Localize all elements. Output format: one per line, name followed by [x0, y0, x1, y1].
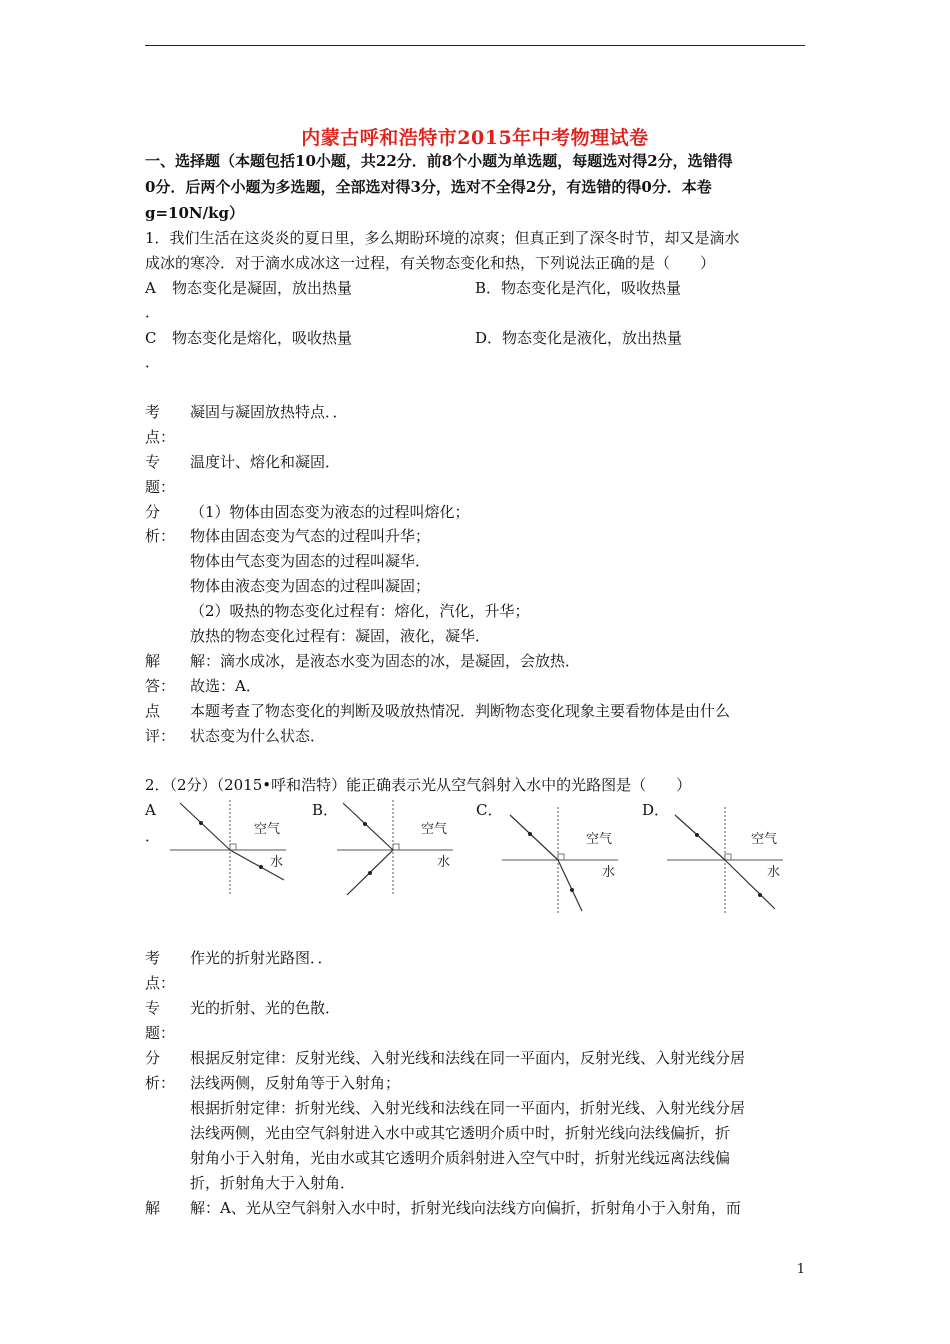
q2-fenxi-label-1: 分	[145, 1049, 161, 1067]
q1-jieda-line-2: 故选：A．	[190, 677, 261, 695]
section-instructions-line-3: g=10N/kg）	[145, 204, 245, 222]
q1-fenxi-line-3: 物体由气态变为固态的过程叫凝华．	[190, 552, 431, 570]
water-label: 水	[437, 855, 451, 870]
q1-fenxi-line-1: （1）物体由固态变为液态的过程叫熔化；	[190, 503, 470, 521]
q2-fenxi-line-3: 根据折射定律：折射光线、入射光线和法线在同一平面内，折射光线、入射光线分居	[190, 1099, 746, 1117]
q1-jieda-label-1: 解	[145, 652, 161, 670]
right-angle-mark	[393, 844, 399, 850]
q2-jieda-label-1: 解	[145, 1199, 161, 1217]
q2-kaodian: 作光的折射光路图．．	[190, 949, 333, 967]
q2-fenxi-line-5: 射角小于入射角，光由水或其它透明介质斜射进入空气中时，折射光线远离法线偏	[190, 1149, 731, 1167]
air-label: 空气	[421, 822, 448, 837]
right-angle-mark	[725, 854, 731, 860]
q1-zhuanti-label-2: 题：	[145, 478, 176, 496]
ray-arrow-dot	[695, 833, 699, 837]
ray-arrow-dot	[259, 865, 263, 869]
q2-fenxi-line-1: 根据反射定律：反射光线、入射光线和法线在同一平面内，反射光线、入射光线分居	[190, 1049, 746, 1067]
q1-zhuanti-label-1: 专	[145, 453, 161, 471]
ray-arrow-dot	[363, 822, 367, 826]
q1-fenxi-label-1: 分	[145, 503, 161, 521]
q2-zhuanti-label-1: 专	[145, 999, 161, 1017]
q2-jieda-line-1: 解：A、光从空气斜射入水中时，折射光线向法线方向偏折，折射角小于入射角，而	[190, 1199, 741, 1217]
page-number: 1	[796, 1262, 805, 1277]
section-instructions-line-2: 0分．后两个小题为多选题，全部选对得3分，选对不全得2分，有选错的得0分．本卷	[145, 178, 712, 196]
refracted-ray	[558, 860, 582, 911]
right-angle-mark	[558, 854, 564, 860]
q2-kaodian-label-1: 考	[145, 949, 161, 967]
q2-option-b-label: B．	[312, 801, 339, 819]
q1-option-c-text: 物态变化是熔化，吸收热量	[172, 329, 353, 347]
q1-option-a-text: 物态变化是凝固，放出热量	[172, 279, 353, 297]
q2-fenxi-line-2: 法线两侧，反射角等于入射角；	[190, 1074, 401, 1092]
q2-zhuanti: 光的折射、光的色散．	[190, 999, 341, 1017]
q1-stem-line-1: 1．我们生活在这炎炎的夏日里，多么期盼环境的凉爽；但真正到了深冬时节，却又是滴水	[145, 229, 740, 247]
q2-option-a-label: A	[145, 801, 156, 819]
q1-fenxi-line-6: 放热的物态变化过程有：凝固，液化，凝华．	[190, 627, 491, 645]
header-rule	[145, 45, 805, 46]
q2-option-a-dot: ．	[145, 827, 161, 845]
q2-diagram-d	[665, 805, 790, 915]
q1-dianping-line-1: 本题考查了物态变化的判断及吸放热情况．判断物态变化现象主要看物体是由什么	[190, 702, 731, 720]
section-instructions-line-1: 一、选择题（本题包括10小题，共22分．前8个小题为单选题，每题选对得2分，选错得	[145, 152, 733, 170]
q2-diagram-a	[168, 795, 293, 900]
q1-jieda-label-2: 答：	[145, 677, 176, 695]
q1-jieda-line-1: 解：滴水成冰，是液态水变为固态的冰，是凝固，会放热．	[190, 652, 581, 670]
q1-zhuanti: 温度计、熔化和凝固．	[190, 453, 341, 471]
ray-arrow-dot	[570, 888, 574, 892]
q1-dianping-label-2: 评：	[145, 727, 176, 745]
q2-fenxi-label-2: 析：	[145, 1074, 176, 1092]
q1-option-a-label: A	[145, 279, 156, 297]
q1-fenxi-label-2: 析：	[145, 527, 176, 545]
q1-dianping-label-1: 点	[145, 702, 161, 720]
ray-arrow-dot	[758, 893, 762, 897]
q1-option-c-label: C	[145, 329, 157, 347]
air-label: 空气	[586, 832, 613, 847]
q1-dianping-line-2: 状态变为什么状态．	[190, 727, 326, 745]
q2-stem: 2．（2分）（2015•呼和浩特）能正确表示光从空气斜射入水中的光路图是（ ）	[145, 776, 692, 794]
right-angle-mark	[230, 844, 236, 850]
ray-arrow-dot	[199, 821, 203, 825]
q2-option-c-label: C．	[476, 801, 503, 819]
q1-option-b-text: B．物态变化是汽化，吸收热量	[475, 279, 682, 297]
q1-option-c-dot: ．	[145, 353, 161, 371]
q2-fenxi-line-4: 法线两侧，光由空气斜射进入水中或其它透明介质中时，折射光线向法线偏折，折	[190, 1124, 731, 1142]
q1-fenxi-line-4: 物体由液态变为固态的过程叫凝固；	[190, 577, 431, 595]
water-label: 水	[602, 865, 616, 880]
q2-diagram-c	[500, 805, 625, 915]
q1-kaodian: 凝固与凝固放热特点．．	[190, 403, 348, 421]
ray-arrow-dot	[528, 832, 532, 836]
q2-diagram-b	[335, 795, 460, 900]
q2-kaodian-label-2: 点：	[145, 974, 176, 992]
q1-option-a-dot: ．	[145, 303, 161, 321]
q1-option-d-text: D．物态变化是液化，放出热量	[475, 329, 683, 347]
q2-fenxi-line-6: 折，折射角大于入射角．	[190, 1174, 356, 1192]
q2-zhuanti-label-2: 题：	[145, 1024, 176, 1042]
air-label: 空气	[254, 822, 281, 837]
q1-fenxi-line-5: （2）吸热的物态变化过程有：熔化，汽化，升华；	[190, 602, 530, 620]
incident-ray	[510, 815, 558, 860]
q1-fenxi-line-2: 物体由固态变为气态的过程叫升华；	[190, 527, 431, 545]
q1-kaodian-label-1: 考	[145, 403, 161, 421]
incident-ray	[343, 803, 393, 850]
q1-stem-line-2: 成冰的寒冷．对于滴水成冰这一过程，有关物态变化和热，下列说法正确的是（ ）	[145, 254, 716, 272]
air-label: 空气	[751, 832, 778, 847]
incident-ray	[675, 815, 725, 860]
q1-kaodian-label-2: 点：	[145, 428, 176, 446]
water-label: 水	[270, 855, 284, 870]
ray-arrow-dot	[368, 871, 372, 875]
incident-ray	[180, 803, 230, 850]
q2-option-d-label: D．	[642, 801, 670, 819]
water-label: 水	[767, 865, 781, 880]
page-title: 内蒙古呼和浩特市2015年中考物理试卷	[301, 127, 649, 149]
